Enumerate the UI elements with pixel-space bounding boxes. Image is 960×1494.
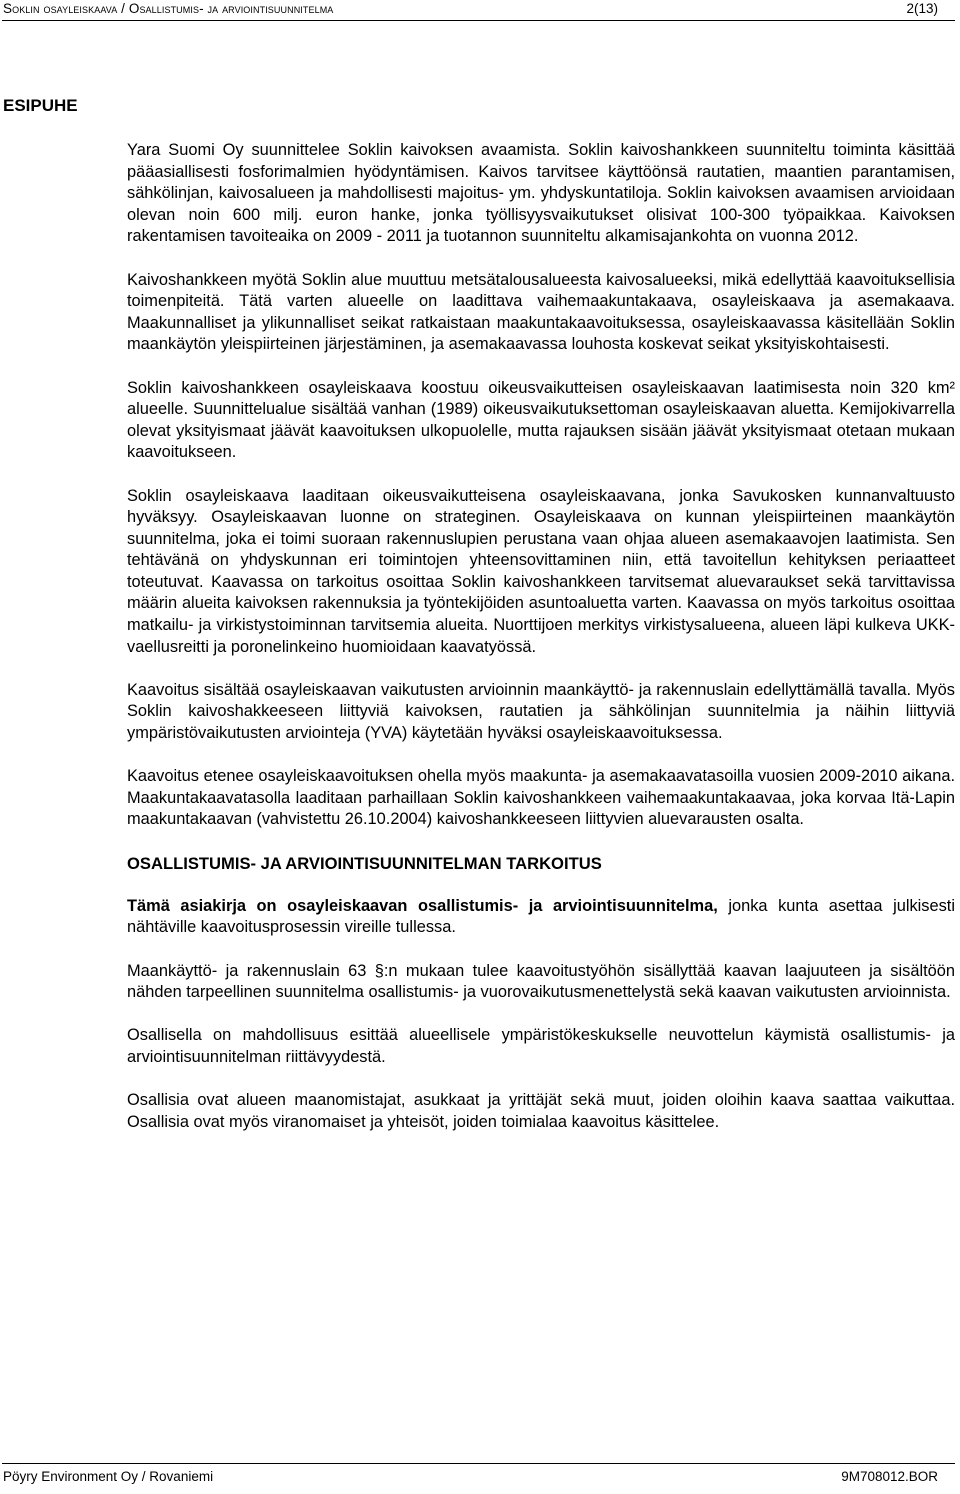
paragraph: Yara Suomi Oy suunnittelee Soklin kaivoksen avaamista. Soklin kaivoshankkeen suunniteltu toiminta käsittää pääasiallisesti fosforimalmien hyödyntämisen. Kaivos tarvitsee käyttöönsä rautatien, maantien parantamisen, sähkölinjan, kaivosalueen ja mahdollisesti majoitus- ym. yhdyskuntatiloja. Soklin kaivoksen avaamisen arvioidaan olevan noin 600 milj. euron hanke, jonka työllisyysvaikutukset olisivat 100-300 työpaikkaa. Kaivoksen rakentamisen tavoiteaika on 2009 - 2011 ja tuotannon suunniteltu alkamisajankohta on vuonna 2012.: [127, 141, 955, 246]
preface-heading: ESIPUHE: [3, 96, 78, 115]
document-title: Soklin osayleiskaava / Osallistumis- ja arviointisuunnitelma: [3, 1, 334, 16]
paragraph: Kaavoitus etenee osayleiskaavoituksen ohella myös maakunta- ja asemakaavatasoilla vuosien 2009-2010 aikana. Maakuntakaavatasolla laaditaan parhaillaan Soklin kaivoshankkeen vaihemaakuntakaavaa, joka korvaa Itä-Lapin maakuntakaavan (vahvistettu 26.10.2004) kaivoshankkeeseen liittyvien aluevarausten osalta.: [127, 767, 955, 829]
paragraph: Kaivoshankkeen myötä Soklin alue muuttuu metsätalousalueesta kaivosalueeksi, mikä edellyttää kaavoituksellisia toimenpiteitä. Tätä varten alueelle on laadittava vaihemaakuntakaava, osayleiskaava ja asemakaava. Maakunnalliset ja ylikunnalliset seikat ratkaistaan maakuntakaavoituksessa, osayleiskaavassa käsitellään Soklin maankäytön yleispiirteinen järjestäminen, ja asemakaavassa louhosta koskevat seikat yksityiskohtaisesti.: [127, 270, 955, 354]
document-body: [127, 140, 955, 1155]
footer-rule: [2, 1463, 955, 1464]
paragraph: Kaavoitus sisältää osayleiskaavan vaikutusten arvioinnin maankäyttö- ja rakennuslain edellyttämällä tavalla. Myös Soklin kaivoshakkeeseen liittyviä kaivoksen, rautatien ja sähkölinjan suunnitelmia ja näihin liittyviä ympäristövaikutusten arviointeja (YVA) käytetään hyväksi osayleiskaavoituksessa.: [127, 680, 955, 743]
lead-text: jonka kunta asettaa julkisesti nähtäville kaavoitusprosessin vireille tullessa.: [127, 896, 956, 937]
lead-paragraph: [127, 896, 955, 939]
section-heading: OSALLISTUMIS- JA ARVIOINTISUUNNITELMAN TARKOITUS: [127, 853, 602, 873]
header-rule: [2, 20, 955, 21]
paragraph: Soklin kaivoshankkeen osayleiskaava koostuu oikeusvaikutteisen osayleiskaavan laatimisesta noin 320 km² alueelle. Suunnittelualue sisältää vanhan (1989) oikeusvaikutuksettoman osayleiskaavan aluetta. Kemijokivarrella olevat yksityismaat jäävät kaavoituksen ulkopuolelle, mutta rajauksen sisään jäävät yksityismaat otetaan mukaan kaavoitukseen.: [127, 378, 955, 462]
running-footer: [0, 1463, 960, 1487]
paragraph: Soklin osayleiskaava laaditaan oikeusvaikutteisena osayleiskaavana, jonka Savukosken kunnanvaltuusto hyväksyy. Osayleiskaavan luonne on strateginen. Osayleiskaava on kunnan yleispiirteinen maankäytön suunnitelma, joka ei toimi suoraan rakennuslupien perustana vaan ohjaa alueen asemakaavojen laatimista. Sen tehtävänä on yhdyskunnan eri toimintojen yhteensovittaminen niin, että tavoitellun kehityksen periaatteet toteutuvat. Kaavassa on tarkoitus osoittaa Soklin kaivoshankkeen tarvitsemat aluevaraukset sekä tarvittavissa määrin alueita kaivoksen rakennuksia ja työntekijöiden asuntoaluetta varten. Kaavassa on myös tarkoitus osoittaa matkailu- ja virkistystoiminnan tarvitsemia alueita. Nuorttijoen merkitys virkistysalueena, alueen läpi kulkeva UKK-vaellusreitti ja poronelinkeino huomioidaan kaavatyössä.: [127, 486, 955, 656]
paragraph: Osallisia ovat alueen maanomistajat, asukkaat ja yrittäjät sekä muut, joiden oloihin kaava saattaa vaikuttaa. Osallisia ovat myös viranomaiset ja yhteisöt, joiden toimialaa kaavoitus käsittelee.: [127, 1091, 955, 1131]
running-header: [0, 0, 960, 22]
paragraph: Osallisella on mahdollisuus esittää alueellisele ympäristökeskukselle neuvottelun käymistä osallistumis- ja arviointisuunnitelman riittävyydestä.: [127, 1026, 955, 1066]
paragraph: Maankäyttö- ja rakennuslain 63 §:n mukaan tulee kaavoitustyöhön sisällyttää kaavan laajuuteen ja sisältöön nähden tarpeellinen suunnitelma osallistumis- ja vuorovaikutusmenettelystä sekä kaavan vaikutusten arvioinnista.: [127, 961, 955, 1002]
page-number: 2(13): [906, 1, 938, 16]
company-name: Pöyry Environment Oy / Rovaniemi: [3, 1469, 214, 1484]
lead-bold-text: Tämä asiakirja on osayleiskaavan osallistumis- ja arviointisuunnitelma,: [127, 896, 718, 915]
document-code: 9M708012.BOR: [841, 1469, 938, 1484]
